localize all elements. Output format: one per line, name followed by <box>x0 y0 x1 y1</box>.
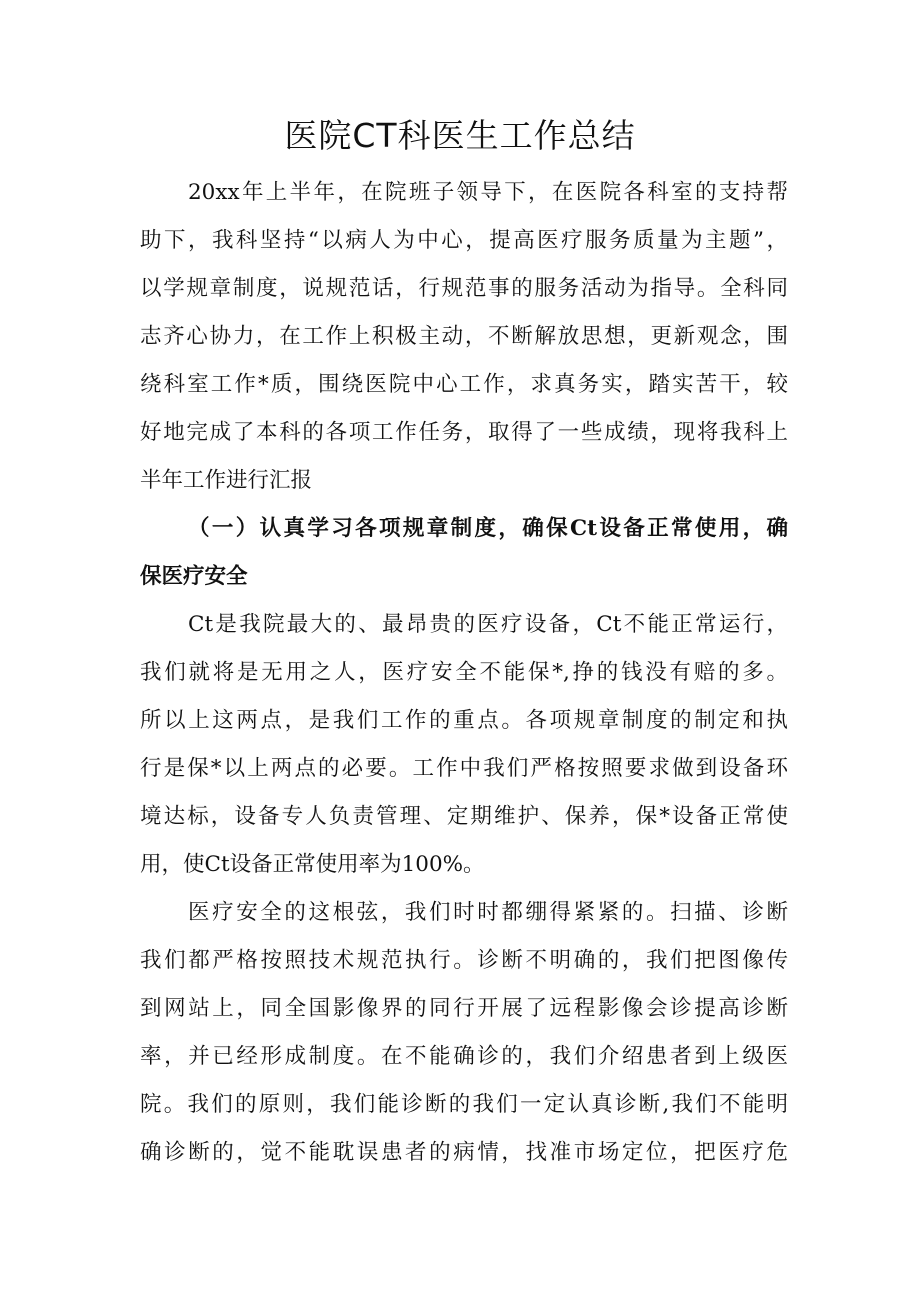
text-line: 志齐心协力，在工作上积极主动，不断解放思想，更新观念，围 <box>140 324 788 349</box>
text-line: 率，并已经形成制度。在不能确诊的，我们介绍患者到上级医 <box>140 1044 788 1069</box>
text-line: 半年工作进行汇报 <box>140 468 313 493</box>
text-line: 我们都严格按照技术规范执行。诊断不明确的，我们把图像传 <box>140 948 788 973</box>
text-line: Ct是我院最大的、最昂贵的医疗设备，Ct不能正常运行， <box>188 612 788 637</box>
text-line: 以学规章制度，说规范话，行规范事的服务活动为指导。全科同 <box>140 276 788 301</box>
text-line: 助下，我科坚持“以病人为中心，提高医疗服务质量为主题”， <box>140 228 788 253</box>
heading-line: （一）认真学习各项规章制度，确保Ct设备正常使用，确 <box>188 516 788 541</box>
text-line: 所以上这两点，是我们工作的重点。各项规章制度的制定和执 <box>140 708 788 733</box>
text-line: 用，使Ct设备正常使用率为100%。 <box>140 852 485 877</box>
text-line: 我们就将是无用之人，医疗安全不能保*,挣的钱没有赔的多。 <box>140 660 788 685</box>
text-line: 到网站上，同全国影像界的同行开展了远程影像会诊提高诊断 <box>140 996 788 1021</box>
text-line: 院。我们的原则，我们能诊断的我们一定认真诊断,我们不能明 <box>140 1092 788 1117</box>
text-line: 绕科室工作*质，围绕医院中心工作，求真务实，踏实苦干，较 <box>140 372 788 397</box>
document-title: 医院CT科医生工作总结 <box>284 116 636 155</box>
heading-line: 保医疗安全 <box>140 564 248 589</box>
text-line: 20xx年上半年，在院班子领导下，在医院各科室的支持帮 <box>188 180 788 205</box>
text-line: 确诊断的，觉不能耽误患者的病情，找准市场定位，把医疗危 <box>140 1140 788 1165</box>
text-line: 好地完成了本科的各项工作任务，取得了一些成绩，现将我科上 <box>140 420 788 445</box>
text-line: 医疗安全的这根弦，我们时时都绷得紧紧的。扫描、诊断 <box>188 900 788 925</box>
text-line: 境达标，设备专人负责管理、定期维护、保养，保*设备正常使 <box>140 804 788 829</box>
text-line: 行是保*以上两点的必要。工作中我们严格按照要求做到设备环 <box>140 756 788 781</box>
